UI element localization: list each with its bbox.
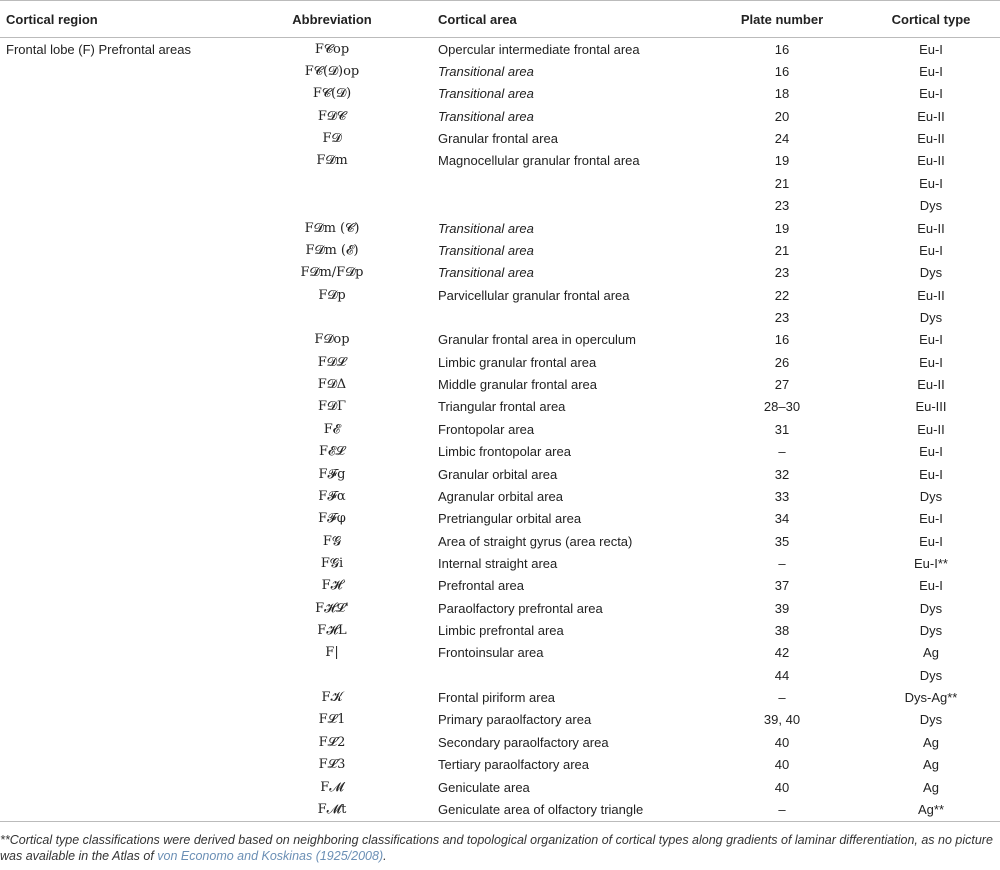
cell-cortical-type: Eu-I bbox=[919, 533, 943, 549]
table-row bbox=[0, 150, 1000, 172]
cell-abbreviation: F𝓗𝓛' bbox=[315, 600, 349, 616]
table-row bbox=[0, 619, 1000, 641]
cell-cortical-region bbox=[0, 306, 232, 328]
table-row bbox=[0, 552, 1000, 574]
cell-abbreviation: F𝓓𝓛 bbox=[317, 354, 347, 370]
cell-abbreviation: F𝓕α bbox=[318, 488, 346, 504]
footnote-text: **Cortical type classifications were derived based on neighboring classifications and topological organization of cortical types along gradients of laminar differentiation, as no picture was available in the Atlas of bbox=[0, 833, 993, 863]
cell-cortical-region bbox=[0, 60, 232, 82]
cell-cortical-area: Frontoinsular area bbox=[438, 645, 544, 661]
cell-cortical-type: Eu-II bbox=[917, 287, 945, 303]
cell-cortical-type: Eu-I bbox=[919, 511, 943, 527]
cell-abbreviation: F𝓒(𝓓)op bbox=[304, 64, 360, 80]
cell-cortical-area: Pretriangular orbital area bbox=[438, 511, 582, 527]
cell-plate-number: – bbox=[778, 690, 786, 706]
cell-cortical-area: Middle granular frontal area bbox=[438, 377, 597, 393]
cell-cortical-type: Eu-I bbox=[919, 175, 943, 191]
cell-plate-number: – bbox=[778, 555, 786, 571]
table-row bbox=[0, 686, 1000, 708]
cell-plate-number: 35 bbox=[774, 533, 790, 549]
cell-cortical-region bbox=[0, 83, 232, 105]
cell-cortical-type: Dys bbox=[919, 265, 943, 281]
cell-cortical-type: Dys bbox=[919, 667, 943, 683]
cell-cortical-type: Eu-I bbox=[919, 242, 943, 258]
cell-plate-number: 34 bbox=[774, 511, 790, 527]
cell-abbreviation: F𝓓𝓒 bbox=[317, 108, 347, 124]
cell-cortical-region bbox=[0, 619, 232, 641]
cell-plate-number: 22 bbox=[774, 287, 790, 303]
cell-cortical-area: Paraolfactory prefrontal area bbox=[438, 600, 603, 616]
cell-plate-number: 19 bbox=[774, 153, 790, 169]
cell-abbreviation: F𝓚 bbox=[321, 690, 343, 706]
cell-plate-number: – bbox=[778, 444, 786, 460]
cell-cortical-type: Eu-I** bbox=[914, 555, 948, 571]
cell-abbreviation: F𝓓p bbox=[318, 287, 346, 303]
cell-cortical-area: Frontopolar area bbox=[438, 421, 535, 437]
cell-cortical-region bbox=[0, 642, 232, 664]
cell-cortical-area: Area of straight gyrus (area recta) bbox=[438, 533, 633, 549]
cell-plate-number: 28–30 bbox=[763, 399, 801, 415]
cell-plate-number: 26 bbox=[774, 354, 790, 370]
cell-plate-number: 38 bbox=[774, 623, 790, 639]
cell-cortical-region bbox=[0, 127, 232, 149]
cell-cortical-type: Eu-II bbox=[917, 131, 945, 147]
cell-cortical-type: Eu-III bbox=[915, 399, 947, 415]
cell-cortical-type: Eu-I bbox=[919, 466, 943, 482]
cell-cortical-region bbox=[0, 396, 232, 418]
table-header-row bbox=[0, 1, 1000, 38]
cell-cortical-area: Granular frontal area in operculum bbox=[438, 332, 636, 348]
cell-cortical-type: Eu-I bbox=[919, 332, 943, 348]
cell-cortical-area: Transitional area bbox=[438, 64, 534, 80]
table-row bbox=[0, 485, 1000, 507]
cell-cortical-type: Eu-I bbox=[919, 354, 943, 370]
cell-plate-number: 40 bbox=[774, 779, 790, 795]
cell-cortical-area: Limbic frontopolar area bbox=[438, 444, 571, 460]
cell-cortical-area: Frontal piriform area bbox=[438, 690, 556, 706]
cell-cortical-region bbox=[0, 440, 232, 462]
footnote-end: . bbox=[383, 849, 387, 863]
cell-cortical-area bbox=[432, 306, 702, 328]
cell-abbreviation: F𝓓 bbox=[322, 131, 342, 147]
cell-cortical-area: Agranular orbital area bbox=[438, 488, 564, 504]
header-cortical-area: Cortical area bbox=[432, 1, 702, 38]
cell-cortical-area: Geniculate area of olfactory triangle bbox=[432, 798, 702, 821]
cell-plate-number: 33 bbox=[774, 488, 790, 504]
cell-cortical-area: Triangular frontal area bbox=[438, 399, 566, 415]
cell-plate-number: 31 bbox=[774, 421, 790, 437]
header-cortical-region: Cortical region bbox=[0, 1, 232, 38]
table-body bbox=[0, 38, 1000, 822]
cell-cortical-type: Ag bbox=[923, 779, 939, 795]
cell-abbreviation bbox=[232, 306, 432, 328]
footnote bbox=[0, 832, 1000, 864]
table-row bbox=[0, 440, 1000, 462]
cell-cortical-region bbox=[0, 597, 232, 619]
cell-abbreviation: F𝓓m (𝓔) bbox=[305, 242, 359, 258]
table-row bbox=[0, 530, 1000, 552]
cell-cortical-type: Ag bbox=[923, 645, 939, 661]
cell-plate-number: 16 bbox=[774, 41, 790, 57]
cell-cortical-type: Eu-II bbox=[917, 377, 945, 393]
cell-cortical-region bbox=[0, 485, 232, 507]
cell-cortical-type: Eu-II bbox=[917, 421, 945, 437]
cell-abbreviation: F𝓓m bbox=[316, 153, 348, 169]
table-row bbox=[0, 575, 1000, 597]
cell-abbreviation: F| bbox=[325, 645, 339, 661]
table-row bbox=[0, 798, 1000, 821]
cell-cortical-region bbox=[0, 508, 232, 530]
cell-abbreviation: F𝓜 bbox=[320, 779, 344, 795]
cell-abbreviation: F𝓜t bbox=[232, 798, 432, 821]
cell-cortical-area bbox=[432, 195, 702, 217]
cell-plate-number: 19 bbox=[774, 220, 790, 236]
table-row bbox=[0, 329, 1000, 351]
cell-plate-number: 23 bbox=[774, 309, 790, 325]
cell-cortical-type: Eu-I bbox=[919, 444, 943, 460]
cell-plate-number: 24 bbox=[774, 131, 790, 147]
header-cortical-type: Cortical type bbox=[862, 1, 1000, 38]
cell-cortical-region bbox=[0, 798, 232, 821]
cell-cortical-region bbox=[0, 776, 232, 798]
cell-cortical-region bbox=[0, 262, 232, 284]
cell-cortical-area: Secondary paraolfactory area bbox=[438, 734, 609, 750]
table-row bbox=[0, 172, 1000, 194]
table-row bbox=[0, 463, 1000, 485]
cell-cortical-type: Eu-II bbox=[917, 153, 945, 169]
cell-cortical-area: Parvicellular granular frontal area bbox=[438, 287, 630, 303]
cell-cortical-area: Internal straight area bbox=[438, 555, 558, 571]
table-row bbox=[0, 597, 1000, 619]
cell-cortical-area: Opercular intermediate frontal area bbox=[438, 41, 640, 57]
cell-cortical-area: Transitional area bbox=[438, 265, 534, 281]
cell-cortical-region bbox=[0, 172, 232, 194]
cell-cortical-region bbox=[0, 754, 232, 776]
table-row bbox=[0, 262, 1000, 284]
cell-plate-number: 21 bbox=[774, 175, 790, 191]
cell-cortical-area bbox=[432, 172, 702, 194]
cell-cortical-type: Eu-II bbox=[917, 220, 945, 236]
cell-cortical-region bbox=[0, 105, 232, 127]
cell-abbreviation: F𝓖 bbox=[322, 533, 342, 549]
cell-plate-number: 32 bbox=[774, 466, 790, 482]
cell-plate-number: 39, 40 bbox=[763, 712, 801, 728]
table-row bbox=[0, 127, 1000, 149]
cell-abbreviation: F𝓓Γ bbox=[317, 399, 346, 415]
cell-cortical-type: Dys-Ag** bbox=[904, 690, 958, 706]
table-row bbox=[0, 418, 1000, 440]
cell-abbreviation: F𝓗 bbox=[321, 578, 343, 594]
cell-plate-number: 39 bbox=[774, 600, 790, 616]
cell-abbreviation: F𝓒(𝓓) bbox=[312, 86, 352, 102]
cell-cortical-type: Dys bbox=[919, 309, 943, 325]
cell-cortical-region bbox=[0, 664, 232, 686]
cell-plate-number: 20 bbox=[774, 108, 790, 124]
cell-cortical-region bbox=[0, 284, 232, 306]
cell-abbreviation: F𝓛2 bbox=[318, 734, 346, 750]
cell-cortical-area bbox=[432, 664, 702, 686]
cell-cortical-type: Dys bbox=[919, 600, 943, 616]
cell-cortical-area: Tertiary paraolfactory area bbox=[438, 757, 590, 773]
table-row bbox=[0, 284, 1000, 306]
cell-cortical-region bbox=[0, 709, 232, 731]
cell-cortical-region bbox=[0, 552, 232, 574]
table-row bbox=[0, 709, 1000, 731]
cell-plate-number: 44 bbox=[774, 667, 790, 683]
cell-cortical-area: Magnocellular granular frontal area bbox=[438, 153, 640, 169]
cell-plate-number: 18 bbox=[774, 86, 790, 102]
cell-cortical-type: Eu-I bbox=[919, 578, 943, 594]
cell-cortical-area: Prefrontal area bbox=[438, 578, 524, 594]
cell-cortical-area: Limbic granular frontal area bbox=[438, 354, 597, 370]
cell-abbreviation: F𝓛1 bbox=[318, 712, 346, 728]
table-row bbox=[0, 239, 1000, 261]
cell-cortical-type: Eu-I bbox=[919, 64, 943, 80]
cell-cortical-type: Dys bbox=[919, 712, 943, 728]
cell-cortical-region bbox=[0, 575, 232, 597]
cell-cortical-region bbox=[0, 373, 232, 395]
cell-cortical-region bbox=[0, 418, 232, 440]
cell-abbreviation: F𝓒op bbox=[314, 41, 350, 57]
cell-abbreviation bbox=[232, 172, 432, 194]
cell-abbreviation: F𝓛3 bbox=[318, 757, 346, 773]
cell-abbreviation: F𝓕φ bbox=[318, 511, 346, 527]
header-plate-number: Plate number bbox=[702, 1, 862, 38]
table-row bbox=[0, 60, 1000, 82]
header-abbreviation: Abbreviation bbox=[232, 1, 432, 38]
cell-cortical-region bbox=[0, 686, 232, 708]
cell-plate-number: 23 bbox=[774, 265, 790, 281]
cell-abbreviation: F𝓕g bbox=[318, 466, 346, 482]
cell-cortical-type: Ag bbox=[923, 734, 939, 750]
cell-abbreviation bbox=[232, 664, 432, 686]
cell-cortical-area: Limbic prefrontal area bbox=[438, 623, 564, 639]
cell-abbreviation: F𝓗L bbox=[317, 623, 347, 639]
cell-cortical-type: Eu-I bbox=[919, 41, 943, 57]
cell-plate-number: 40 bbox=[774, 734, 790, 750]
cell-cortical-region: Frontal lobe (F) Prefrontal areas bbox=[6, 41, 191, 57]
cell-cortical-area: Transitional area bbox=[438, 242, 534, 258]
cell-abbreviation bbox=[232, 195, 432, 217]
table-row bbox=[0, 217, 1000, 239]
cell-cortical-type: Eu-II bbox=[917, 108, 945, 124]
cell-abbreviation: F𝓓op bbox=[314, 332, 350, 348]
cell-plate-number: – bbox=[702, 798, 862, 821]
cell-cortical-area: Granular orbital area bbox=[438, 466, 558, 482]
table-row bbox=[0, 195, 1000, 217]
table-row bbox=[0, 776, 1000, 798]
cell-cortical-type: Eu-I bbox=[919, 86, 943, 102]
cell-plate-number: 37 bbox=[774, 578, 790, 594]
cell-cortical-type: Dys bbox=[919, 623, 943, 639]
cell-cortical-type: Dys bbox=[919, 488, 943, 504]
cell-abbreviation: F𝓓m/F𝓓p bbox=[300, 265, 364, 281]
cell-cortical-area: Granular frontal area bbox=[438, 131, 558, 147]
table-row bbox=[0, 396, 1000, 418]
cell-plate-number: 16 bbox=[774, 64, 790, 80]
cell-plate-number: 21 bbox=[774, 242, 790, 258]
cell-cortical-region bbox=[0, 217, 232, 239]
table-row bbox=[0, 351, 1000, 373]
cell-abbreviation: F𝓔𝓛 bbox=[319, 444, 345, 460]
cell-plate-number: 42 bbox=[774, 645, 790, 661]
cell-cortical-area: Primary paraolfactory area bbox=[438, 712, 592, 728]
cell-cortical-region bbox=[0, 329, 232, 351]
cell-plate-number: 27 bbox=[774, 377, 790, 393]
cell-plate-number: 16 bbox=[774, 332, 790, 348]
cell-cortical-area: Geniculate area bbox=[438, 779, 530, 795]
table-row bbox=[0, 306, 1000, 328]
cell-abbreviation: F𝓓Δ bbox=[317, 377, 347, 393]
cell-cortical-area: Transitional area bbox=[438, 220, 534, 236]
cell-cortical-type: Ag** bbox=[862, 798, 1000, 821]
table-row bbox=[0, 38, 1000, 61]
cell-cortical-area: Transitional area bbox=[438, 108, 534, 124]
cell-abbreviation: F𝓖i bbox=[320, 555, 344, 571]
cell-cortical-region bbox=[0, 150, 232, 172]
table-row bbox=[0, 373, 1000, 395]
cell-cortical-region bbox=[0, 195, 232, 217]
cell-plate-number: 23 bbox=[774, 198, 790, 214]
cell-cortical-region bbox=[0, 463, 232, 485]
table-row bbox=[0, 664, 1000, 686]
table-row bbox=[0, 105, 1000, 127]
cell-cortical-area: Transitional area bbox=[438, 86, 534, 102]
table-row bbox=[0, 83, 1000, 105]
footnote-citation-link[interactable]: von Economo and Koskinas (1925/2008) bbox=[157, 849, 384, 863]
table-row bbox=[0, 642, 1000, 664]
cell-cortical-region bbox=[0, 530, 232, 552]
cell-cortical-region bbox=[0, 239, 232, 261]
table-row bbox=[0, 731, 1000, 753]
cell-plate-number: 40 bbox=[774, 757, 790, 773]
table-row bbox=[0, 754, 1000, 776]
cell-abbreviation: F𝓔 bbox=[323, 421, 341, 437]
cell-cortical-region bbox=[0, 351, 232, 373]
cell-cortical-region bbox=[0, 731, 232, 753]
cell-abbreviation: F𝓓m (𝓒) bbox=[304, 220, 360, 236]
table-row bbox=[0, 508, 1000, 530]
cell-cortical-type: Dys bbox=[919, 198, 943, 214]
cell-cortical-type: Ag bbox=[923, 757, 939, 773]
